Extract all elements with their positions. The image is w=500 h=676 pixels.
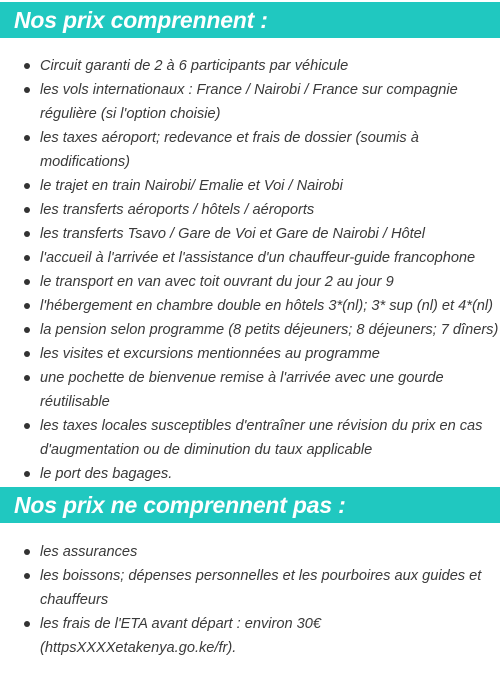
- list-item: les transferts aéroports / hôtels / aéroports: [0, 198, 500, 222]
- excluded-section-title: Nos prix ne comprennent pas :: [0, 487, 500, 523]
- list-item: une pochette de bienvenue remise à l'arrivée avec une gourde réutilisable: [0, 366, 500, 414]
- list-item: le port des bagages.: [0, 462, 500, 486]
- list-item: les taxes locales susceptibles d'entraîner une révision du prix en cas d'augmentation ou de diminution du taux applicable: [0, 414, 500, 462]
- list-item: les visites et excursions mentionnées au programme: [0, 342, 500, 366]
- list-item: les taxes aéroport; redevance et frais de dossier (soumis à modifications): [0, 126, 500, 174]
- list-item: les frais de l'ETA avant départ : environ 30€ (httpsXXXXetakenya.go.ke/fr).: [0, 612, 500, 660]
- list-item: les boissons; dépenses personnelles et les pourboires aux guides et chauffeurs: [0, 564, 500, 612]
- excluded-list: [0, 540, 500, 660]
- list-item: l'accueil à l'arrivée et l'assistance d'un chauffeur-guide francophone: [0, 246, 500, 270]
- list-item: les vols internationaux : France / Nairobi / France sur compagnie régulière (si l'option choisie): [0, 78, 500, 126]
- list-item: le trajet en train Nairobi/ Emalie et Voi / Nairobi: [0, 174, 500, 198]
- list-item: Circuit garanti de 2 à 6 participants par véhicule: [0, 54, 500, 78]
- included-list: [0, 54, 500, 486]
- list-item: l'hébergement en chambre double en hôtels 3*(nl); 3* sup (nl) et 4*(nl): [0, 294, 500, 318]
- list-item: les assurances: [0, 540, 500, 564]
- list-item: la pension selon programme (8 petits déjeuners; 8 déjeuners; 7 dîners): [0, 318, 500, 342]
- list-item: les transferts Tsavo / Gare de Voi et Gare de Nairobi / Hôtel: [0, 222, 500, 246]
- list-item: le transport en van avec toit ouvrant du jour 2 au jour 9: [0, 270, 500, 294]
- included-section-title: Nos prix comprennent :: [0, 2, 500, 38]
